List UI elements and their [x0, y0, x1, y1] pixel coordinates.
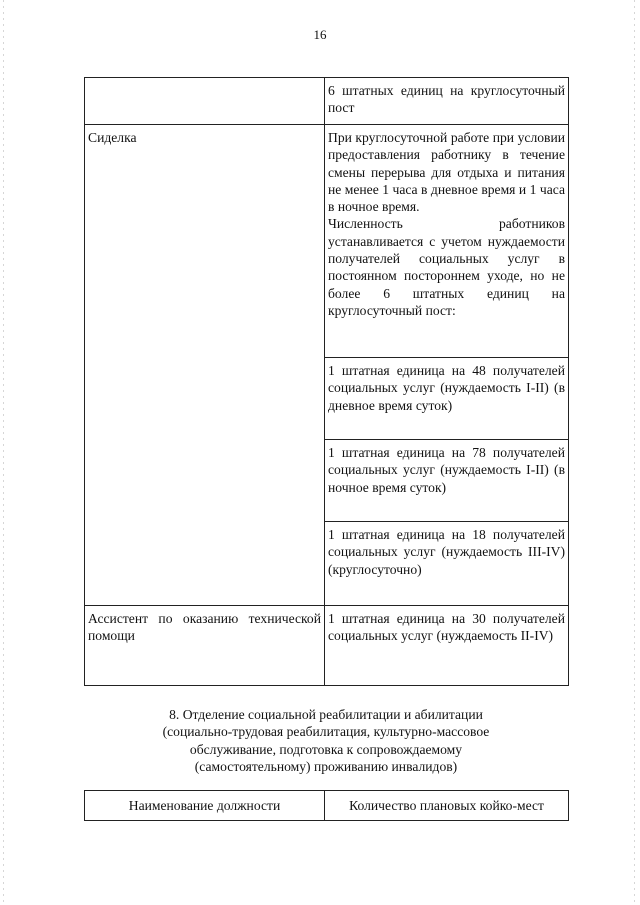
norm-text: 1 штатная единица на 30 получателей социальных услуг (нуждаемость II-IV) [328, 611, 565, 644]
norm-cell [325, 358, 569, 440]
section-heading-line: 8. Отделение социальной реабилитации и абилитации [169, 707, 483, 722]
norm-cell [325, 522, 569, 606]
norm-cell [325, 606, 569, 686]
section-staff-table [84, 790, 569, 821]
norm-text: 1 штатная единица на 48 получателей социальных услуг (нуждаемость I-II) (в дневное время суток) [328, 363, 565, 413]
table-header-row [85, 791, 569, 821]
position-cell: Ассистент по оказанию технической помощи [85, 606, 325, 686]
page-number: 16 [313, 27, 327, 42]
table-row [85, 78, 569, 125]
table-row [85, 606, 569, 686]
norm-text: Численность работников устанавливается с учетом нуждаемости получателей социальных услуг в постоянном постороннем уходе, но не более 6 штатных единиц на круглосуточный пост: [328, 216, 565, 318]
norm-text: При круглосуточной работе при условии предоставления работнику в течение смены перерыва для отдыха и питания не менее 1 часа в дневное время и 1 часа в ночное время. [328, 130, 565, 215]
right-page-edge [634, 0, 635, 905]
norm-text: 1 штатная единица на 18 получателей социальных услуг (нуждаемость III-IV) (круглосуточно) [328, 527, 565, 577]
column-header-count: Количество плановых койко-мест [325, 791, 569, 821]
section-heading-line: обслуживание, подготовка к сопровождаемому [189, 741, 463, 757]
staff-norms-table [84, 77, 569, 686]
position-cell [85, 78, 325, 125]
norm-cell [325, 78, 569, 125]
norm-cell [325, 125, 569, 358]
norm-text: 6 штатных единиц на круглосуточный пост [328, 83, 565, 116]
position-cell: Сиделка [85, 125, 325, 606]
section-heading [84, 706, 568, 776]
norm-text: 1 штатная единица на 78 получателей социальных услуг (нуждаемость I-II) (в ночное время суток) [328, 445, 565, 495]
column-header-position: Наименование должности [85, 791, 325, 821]
section-heading-line: (социально-трудовая реабилитация, культурно-массовое [162, 724, 490, 740]
section-heading-line: (самостоятельному) проживанию инвалидов) [194, 759, 458, 775]
norm-cell [325, 440, 569, 522]
table-row [85, 125, 569, 358]
left-page-edge [3, 0, 4, 905]
